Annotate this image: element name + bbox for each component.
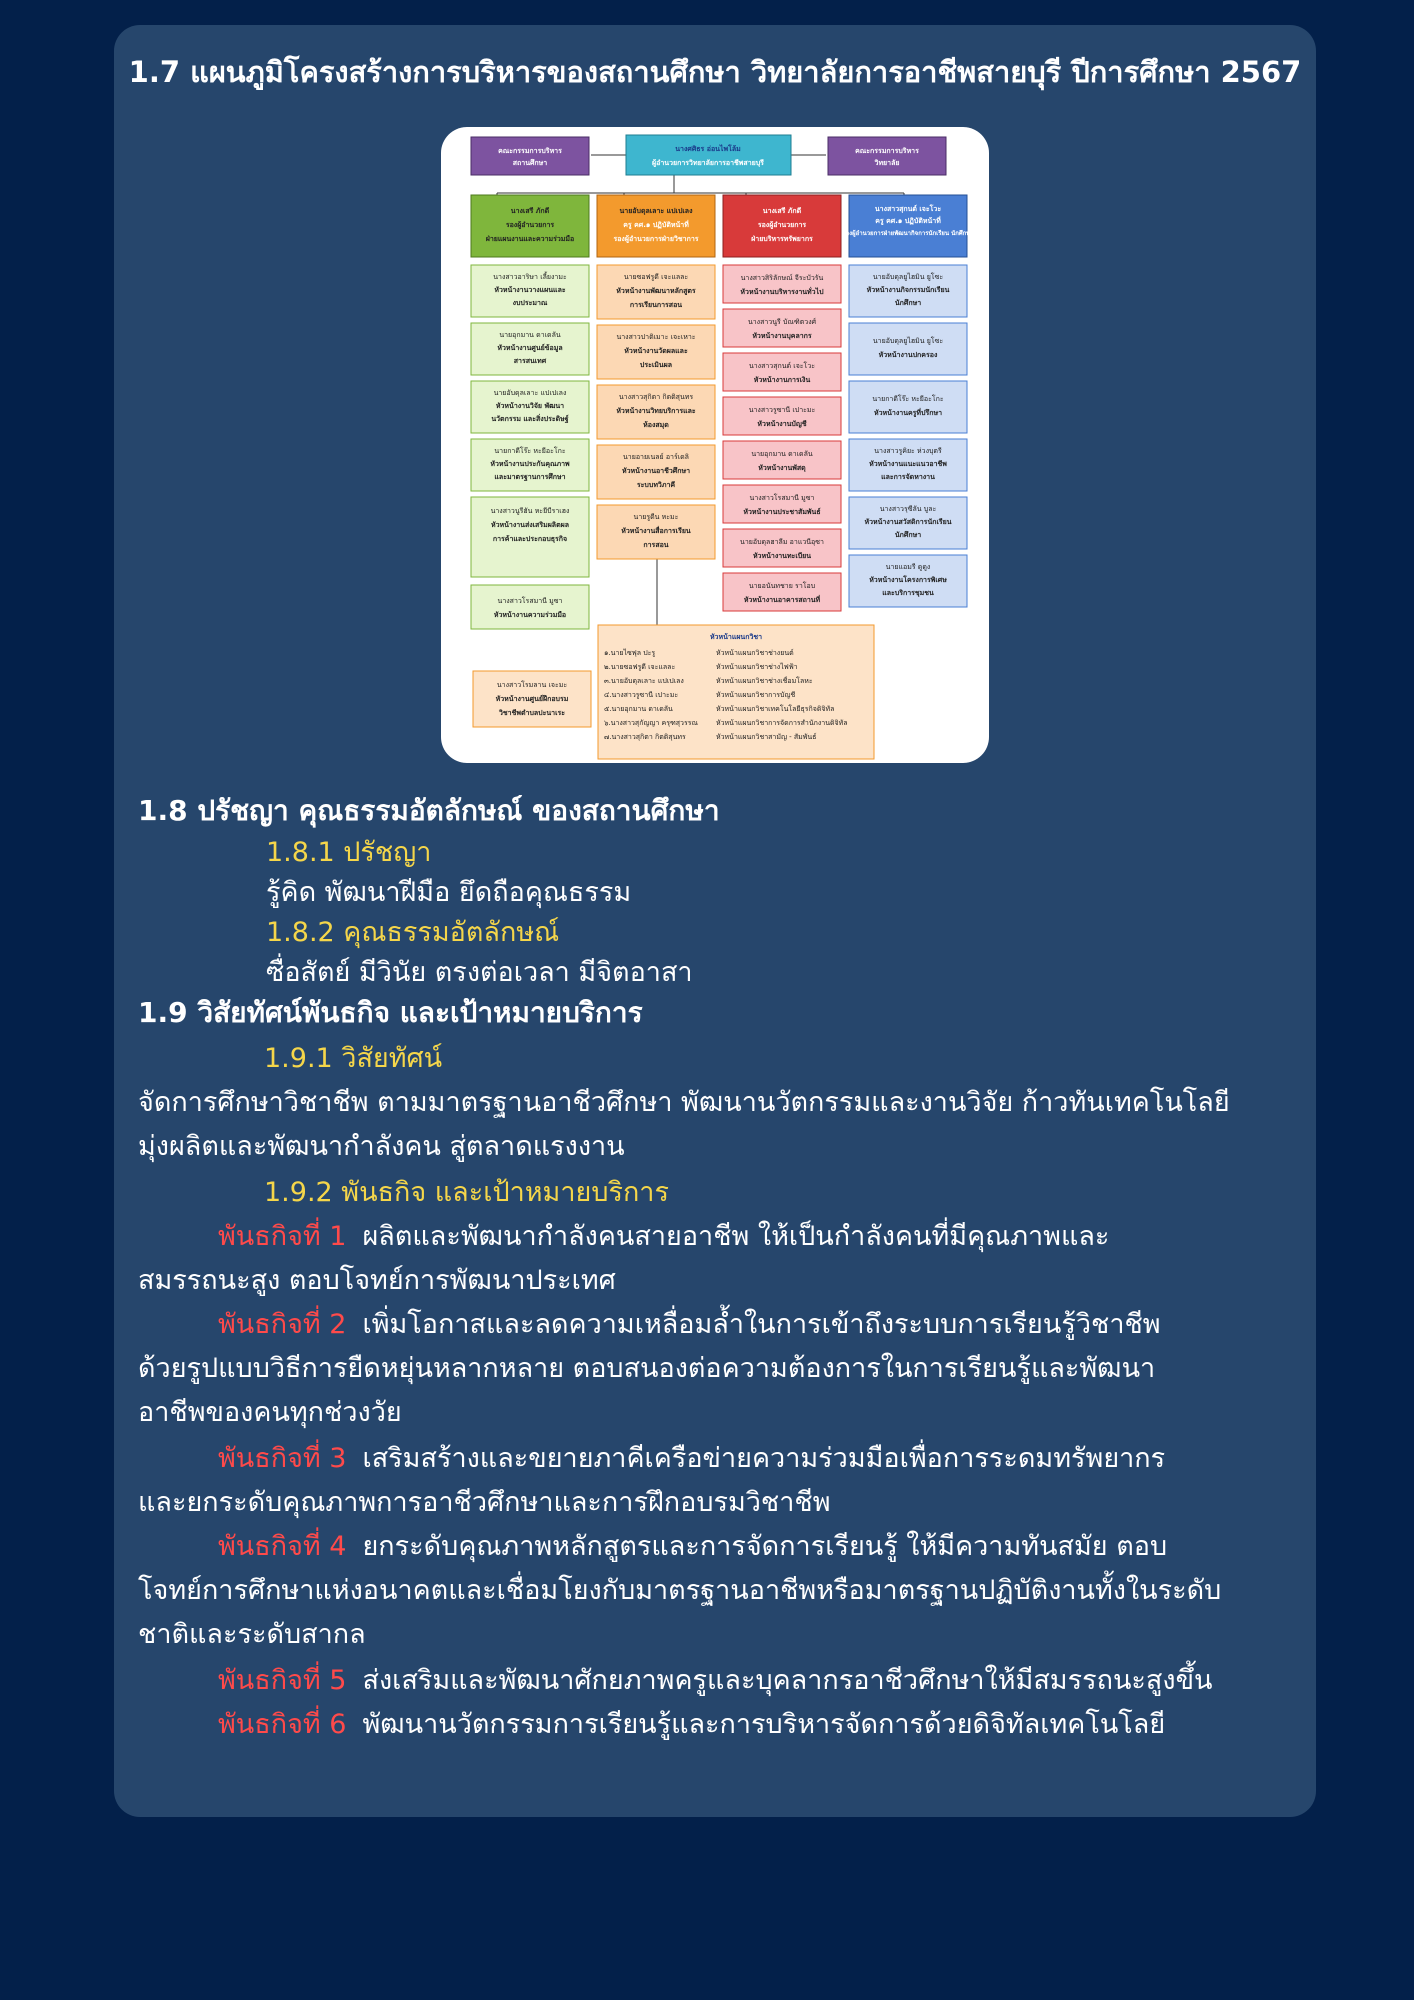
svg-text:๖.นางสาวสุกัญญา ครุฑสุวรรณ: ๖.นางสาวสุกัญญา ครุฑสุวรรณ bbox=[604, 719, 699, 727]
org-chart-image bbox=[441, 127, 989, 763]
deputy-1 bbox=[471, 195, 589, 257]
training-center-box bbox=[473, 671, 591, 727]
svg-text:นางสาวนูรี บัณฑิตวงศ์: นางสาวนูรี บัณฑิตวงศ์ bbox=[747, 318, 817, 326]
mission-3-cont: และยกระดับคุณภาพการอาชีวศึกษาและการฝึกอบรมวิชาชีพ bbox=[138, 1487, 831, 1518]
svg-text:ผู้อำนวยการวิทยาลัยการอาชีพสาย: ผู้อำนวยการวิทยาลัยการอาชีพสายบุรี bbox=[652, 159, 764, 167]
svg-text:รองผู้อำนวยการ: รองผู้อำนวยการ bbox=[505, 221, 555, 229]
col1-units bbox=[471, 265, 589, 629]
svg-text:หัวหน้างานสื่อการเรียน: หัวหน้างานสื่อการเรียน bbox=[621, 527, 691, 535]
svg-text:ห้องสมุด: ห้องสมุด bbox=[643, 421, 669, 429]
svg-text:นายอับดุลเลาะ แปเปเลง: นายอับดุลเลาะ แปเปเลง bbox=[493, 389, 567, 397]
svg-text:นางสาวนูรีฮัน หะยีบีราเฮง: นางสาวนูรีฮัน หะยีบีราเฮง bbox=[490, 507, 570, 515]
svg-text:และการจัดหางาน: และการจัดหางาน bbox=[881, 473, 935, 481]
vision-heading: 1.9.1 วิสัยทัศน์ bbox=[264, 1043, 443, 1074]
svg-text:๒.นายซอฟรูดี เจะแลละ: ๒.นายซอฟรูดี เจะแลละ bbox=[604, 663, 676, 671]
mission-4-cont-2: ชาติและระดับสากล bbox=[138, 1619, 366, 1650]
mission-4-cont-1: โจทย์การศึกษาแห่งอนาคตและเชื่อมโยงกับมาตรฐานอาชีพหรือมาตรฐานปฏิบัติงานทั้งในระดับ bbox=[138, 1575, 1222, 1606]
svg-text:นางเสรี ภักดี: นางเสรี ภักดี bbox=[762, 207, 802, 215]
svg-text:หัวหน้าแผนกวิชาช่างยนต์: หัวหน้าแผนกวิชาช่างยนต์ bbox=[716, 649, 794, 657]
svg-text:หัวหน้าแผนกวิชาช่างเชื่อมโลหะ: หัวหน้าแผนกวิชาช่างเชื่อมโลหะ bbox=[716, 677, 813, 685]
vision-line-1: จัดการศึกษาวิชาชีพ ตามมาตรฐานอาชีวศึกษา พัฒนานวัตกรรมและงานวิจัย ก้าวทันเทคโนโลยี bbox=[138, 1087, 1230, 1118]
svg-text:นายอายเนลย์ อาร์เดลิ: นายอายเนลย์ อาร์เดลิ bbox=[623, 453, 689, 461]
svg-text:หัวหน้าแผนกวิชาเทคโนโลยีธุรกิจ: หัวหน้าแผนกวิชาเทคโนโลยีธุรกิจดิจิทัล bbox=[716, 705, 835, 713]
deputy-3 bbox=[723, 195, 841, 257]
svg-text:๗.นางสาวสุกิตา กิตติสุนทร: ๗.นางสาวสุกิตา กิตติสุนทร bbox=[604, 733, 686, 741]
mission-6 bbox=[138, 1703, 1308, 1747]
svg-text:นายแอมรี ดูดูง: นายแอมรี ดูดูง bbox=[885, 563, 931, 571]
mission-6-label: พันธกิจที่ 6 bbox=[218, 1709, 347, 1740]
svg-text:หัวหน้างานบัญชี: หัวหน้างานบัญชี bbox=[757, 420, 807, 428]
philosophy-text: รู้คิด พัฒนาฝีมือ ยึดถือคุณธรรม bbox=[266, 877, 632, 908]
svg-text:หัวหน้างานปกครอง: หัวหน้างานปกครอง bbox=[878, 351, 938, 359]
svg-text:หัวหน้างานวัดผลและ: หัวหน้างานวัดผลและ bbox=[624, 347, 688, 355]
svg-text:คณะกรรมการบริหาร: คณะกรรมการบริหาร bbox=[498, 147, 562, 155]
col4-units bbox=[849, 265, 967, 607]
svg-text:รองผู้อำนวยการฝ่ายพัฒนากิจการน: รองผู้อำนวยการฝ่ายพัฒนากิจการนักเรียน นักศึกษา bbox=[842, 230, 974, 237]
svg-text:สารสนเทศ: สารสนเทศ bbox=[513, 357, 547, 365]
svg-text:นายอนันทชาย ราโอบ: นายอนันทชาย ราโอบ bbox=[748, 582, 816, 590]
mission-1 bbox=[138, 1215, 1308, 1303]
org-chart bbox=[441, 127, 989, 763]
svg-text:หัวหน้างานแนะแนวอาชีพ: หัวหน้างานแนะแนวอาชีพ bbox=[869, 460, 947, 468]
svg-text:คณะกรรมการบริหาร: คณะกรรมการบริหาร bbox=[855, 147, 919, 155]
svg-text:ครู คศ.๑ ปฏิบัติหน้าที่: ครู คศ.๑ ปฏิบัติหน้าที่ bbox=[875, 217, 941, 225]
mission-5-text: ส่งเสริมและพัฒนาศักยภาพครูและบุคลากรอาชีวศึกษาให้มีสมรรถนะสูงขึ้น bbox=[362, 1665, 1213, 1696]
svg-text:นางสาวโรสมานี มูซา: นางสาวโรสมานี มูซา bbox=[497, 597, 563, 605]
svg-text:นายอับดุลยูไฮมิน ยูโซะ: นายอับดุลยูไฮมิน ยูโซะ bbox=[872, 273, 944, 281]
svg-text:นายอับดุลฮาลีม อาแวนีอุซา: นายอับดุลฮาลีม อาแวนีอุซา bbox=[740, 538, 824, 546]
svg-text:นายอุกมาน ดาเดลัน: นายอุกมาน ดาเดลัน bbox=[751, 450, 813, 458]
svg-text:หัวหน้างานศูนย์ข้อมูล: หัวหน้างานศูนย์ข้อมูล bbox=[497, 344, 563, 352]
vision-line-2: มุ่งผลิตและพัฒนากำลังคน สู่ตลาดแรงงาน bbox=[138, 1131, 625, 1162]
col2-units bbox=[597, 265, 715, 559]
svg-text:นางเสรี ภักดี: นางเสรี ภักดี bbox=[510, 207, 550, 215]
svg-text:นางสาวรูคิยะ ห่วงบุตรี: นางสาวรูคิยะ ห่วงบุตรี bbox=[874, 447, 942, 455]
svg-text:นายกาดีโร๊ะ หะยีอะโกะ: นายกาดีโร๊ะ หะยีอะโกะ bbox=[494, 447, 566, 455]
svg-text:หัวหน้างานครูที่ปรึกษา: หัวหน้างานครูที่ปรึกษา bbox=[873, 409, 943, 417]
svg-text:หัวหน้างานประกันคุณภาพ: หัวหน้างานประกันคุณภาพ bbox=[490, 460, 570, 468]
org-chart-heading: 1.7 แผนภูมิโครงสร้างการบริหารของสถานศึกษา วิทยาลัยการอาชีพสายบุรี ปีการศึกษา 2567 bbox=[128, 55, 1302, 89]
svg-text:หัวหน้าแผนกวิชา: หัวหน้าแผนกวิชา bbox=[709, 633, 763, 641]
mission-2-text: เพิ่มโอกาสและลดความเหลื่อมล้ำในการเข้าถึงระบบการเรียนรู้วิชาชีพ bbox=[362, 1309, 1161, 1340]
svg-text:วิชาชีพตำบลปะนาเระ: วิชาชีพตำบลปะนาเระ bbox=[498, 709, 566, 717]
svg-text:นางสาวสุกนต์ เจะโวะ: นางสาวสุกนต์ เจะโวะ bbox=[748, 362, 816, 370]
svg-text:และบริการชุมชน: และบริการชุมชน bbox=[882, 589, 934, 597]
mission-2-cont-1: ด้วยรูปแบบวิธีการยืดหยุ่นหลากหลาย ตอบสนองต่อความต้องการในการเรียนรู้และพัฒนา bbox=[138, 1353, 1156, 1384]
svg-text:๓.นายอับดุลเลาะ แปเปเลง: ๓.นายอับดุลเลาะ แปเปเลง bbox=[604, 677, 684, 685]
svg-text:นางสาวรุซีลัน บูละ: นางสาวรุซีลัน บูละ bbox=[879, 505, 937, 513]
director-box bbox=[626, 135, 791, 175]
mission-4-label: พันธกิจที่ 4 bbox=[218, 1531, 347, 1562]
svg-text:นางสาวสุกิตา กิตติสุนทร: นางสาวสุกิตา กิตติสุนทร bbox=[618, 393, 694, 401]
svg-text:หัวหน้างานอาชีวศึกษา: หัวหน้างานอาชีวศึกษา bbox=[621, 467, 691, 475]
svg-text:หัวหน้าแผนกวิชาการจัดการสำนักง: หัวหน้าแผนกวิชาการจัดการสำนักงานดิจิทัล bbox=[716, 719, 848, 727]
svg-text:นางสาวรูซานี เปาะมะ: นางสาวรูซานี เปาะมะ bbox=[748, 406, 816, 414]
mission-3-text: เสริมสร้างและขยายภาคีเครือข่ายความร่วมมือเพื่อการระดมทรัพยากร bbox=[362, 1443, 1166, 1474]
svg-text:หัวหน้าแผนกวิชาการบัญชี: หัวหน้าแผนกวิชาการบัญชี bbox=[716, 691, 796, 699]
svg-text:นายกาดีโร๊ะ หะยีอะโกะ: นายกาดีโร๊ะ หะยีอะโกะ bbox=[872, 395, 944, 403]
svg-text:นายอับดุลเลาะ แปเปเลง: นายอับดุลเลาะ แปเปเลง bbox=[619, 207, 693, 215]
mission-2-label: พันธกิจที่ 2 bbox=[218, 1309, 347, 1340]
svg-text:หัวหน้างานประชาสัมพันธ์: หัวหน้างานประชาสัมพันธ์ bbox=[743, 508, 821, 516]
svg-text:หัวหน้างานวิจัย พัฒนา: หัวหน้างานวิจัย พัฒนา bbox=[495, 402, 565, 410]
svg-text:นายรูดีน หะมะ: นายรูดีน หะมะ bbox=[633, 513, 679, 521]
mission-5-label: พันธกิจที่ 5 bbox=[218, 1665, 347, 1696]
svg-text:การเรียนการสอน: การเรียนการสอน bbox=[629, 301, 683, 309]
svg-text:การสอน: การสอน bbox=[643, 541, 669, 549]
section-19-heading: 1.9 วิสัยทัศน์พันธกิจ และเป้าหมายบริการ bbox=[138, 996, 643, 1029]
svg-text:หัวหน้าแผนกวิชาช่างไฟฟ้า: หัวหน้าแผนกวิชาช่างไฟฟ้า bbox=[716, 663, 798, 671]
svg-text:ฝ่ายบริหารทรัพยากร: ฝ่ายบริหารทรัพยากร bbox=[751, 235, 813, 243]
svg-text:หัวหน้างานวางแผนและ: หัวหน้างานวางแผนและ bbox=[494, 286, 566, 294]
svg-text:นางสาวสิริลักษณ์ จีระบัวรัน: นางสาวสิริลักษณ์ จีระบัวรัน bbox=[740, 274, 824, 282]
svg-text:หัวหน้างานพัสดุ: หัวหน้างานพัสดุ bbox=[758, 464, 806, 472]
svg-text:การค้าและประกอบธุรกิจ: การค้าและประกอบธุรกิจ bbox=[492, 535, 568, 543]
svg-text:นางสาวสุกนต์ เจะโวะ: นางสาวสุกนต์ เจะโวะ bbox=[874, 205, 942, 213]
svg-text:หัวหน้างานศูนย์ฝึกอบรม: หัวหน้างานศูนย์ฝึกอบรม bbox=[495, 695, 569, 703]
mission-2-cont-2: อาชีพของคนทุกช่วงวัย bbox=[138, 1397, 402, 1428]
mission-1-text: ผลิตและพัฒนากำลังคนสายอาชีพ ให้เป็นกำลังคนที่มีคุณภาพและ bbox=[362, 1221, 1110, 1252]
svg-text:หัวหน้างานอาคารสถานที่: หัวหน้างานอาคารสถานที่ bbox=[743, 596, 821, 604]
mission-3-label: พันธกิจที่ 3 bbox=[218, 1443, 347, 1474]
svg-text:๕.นายอุกมาน ดาเดลัน: ๕.นายอุกมาน ดาเดลัน bbox=[604, 705, 673, 713]
svg-text:นางสาวปาติเมาะ เจะเหาะ: นางสาวปาติเมาะ เจะเหาะ bbox=[616, 333, 696, 341]
svg-text:หัวหน้างานวิทยบริการและ: หัวหน้างานวิทยบริการและ bbox=[616, 407, 696, 415]
board-right bbox=[828, 137, 946, 175]
mission-2 bbox=[138, 1303, 1308, 1435]
mission-5 bbox=[138, 1659, 1308, 1703]
svg-text:หัวหน้างานการเงิน: หัวหน้างานการเงิน bbox=[753, 376, 811, 384]
svg-text:หัวหน้างานกิจกรรมนักเรียน: หัวหน้างานกิจกรรมนักเรียน bbox=[866, 286, 950, 294]
identity-heading: 1.8.2 คุณธรรมอัตลักษณ์ bbox=[266, 917, 560, 948]
svg-text:หัวหน้าแผนกวิชาสามัญ - สัมพันธ: หัวหน้าแผนกวิชาสามัญ - สัมพันธ์ bbox=[716, 733, 817, 741]
identity-text: ซื่อสัตย์ มีวินัย ตรงต่อเวลา มีจิตอาสา bbox=[266, 957, 693, 988]
svg-text:นายอุกมาน ดาเดลัน: นายอุกมาน ดาเดลัน bbox=[499, 331, 561, 339]
svg-text:นางสาวโรสมานี มูซา: นางสาวโรสมานี มูซา bbox=[749, 494, 815, 502]
svg-text:ระบบทวิภาคี: ระบบทวิภาคี bbox=[636, 481, 676, 489]
svg-text:วิทยาลัย: วิทยาลัย bbox=[874, 159, 900, 167]
mission-6-text: พัฒนานวัตกรรมการเรียนรู้และการบริหารจัดการด้วยดิจิทัลเทคโนโลยี bbox=[362, 1709, 1166, 1740]
svg-text:หัวหน้างานความร่วมมือ: หัวหน้างานความร่วมมือ bbox=[493, 611, 567, 619]
section-18-heading: 1.8 ปรัชญา คุณธรรมอัตลักษณ์ ของสถานศึกษา bbox=[138, 794, 720, 827]
svg-text:๑.นายไซฟุล ปะรู: ๑.นายไซฟุล ปะรู bbox=[604, 649, 656, 657]
svg-text:นายซอฟรูดี เจะแลละ: นายซอฟรูดี เจะแลละ bbox=[623, 273, 689, 281]
col3-units bbox=[723, 265, 841, 611]
svg-text:นวัตกรรม และสิ่งประดิษฐ์: นวัตกรรม และสิ่งประดิษฐ์ bbox=[491, 415, 569, 423]
dept-heads-box bbox=[598, 625, 874, 759]
svg-text:หัวหน้างานทะเบียน: หัวหน้างานทะเบียน bbox=[752, 552, 812, 560]
svg-text:รองผู้อำนวยการ: รองผู้อำนวยการ bbox=[757, 221, 807, 229]
svg-text:หัวหน้างานบุคลากร: หัวหน้างานบุคลากร bbox=[752, 332, 812, 340]
svg-text:และมาตรฐานการศึกษา: และมาตรฐานการศึกษา bbox=[494, 473, 566, 481]
svg-text:หัวหน้างานบริหารงานทั่วไป: หัวหน้างานบริหารงานทั่วไป bbox=[740, 288, 824, 296]
svg-text:นักศึกษา: นักศึกษา bbox=[894, 299, 922, 307]
svg-text:รองผู้อำนวยการฝ่ายวิชาการ: รองผู้อำนวยการฝ่ายวิชาการ bbox=[613, 235, 699, 243]
svg-text:นางสาวโรมลาน เจะมะ: นางสาวโรมลาน เจะมะ bbox=[496, 681, 568, 689]
svg-text:ฝ่ายแผนงานและความร่วมมือ: ฝ่ายแผนงานและความร่วมมือ bbox=[485, 235, 575, 243]
mission-3 bbox=[138, 1437, 1308, 1525]
svg-text:๔.นางสาวรูซานี เปาะมะ: ๔.นางสาวรูซานี เปาะมะ bbox=[604, 691, 679, 699]
mission-4 bbox=[138, 1525, 1308, 1657]
board-left bbox=[471, 137, 589, 175]
svg-text:นายอับดุลยูไฮมิน ยูโซะ: นายอับดุลยูไฮมิน ยูโซะ bbox=[872, 337, 944, 345]
svg-text:นักศึกษา: นักศึกษา bbox=[894, 531, 922, 539]
deputy-4 bbox=[842, 195, 973, 257]
svg-text:ประเมินผล: ประเมินผล bbox=[639, 361, 673, 369]
mission-heading: 1.9.2 พันธกิจ และเป้าหมายบริการ bbox=[264, 1177, 669, 1208]
svg-text:หัวหน้างานพัฒนาหลักสูตร: หัวหน้างานพัฒนาหลักสูตร bbox=[616, 287, 696, 295]
svg-text:ครู คศ.๑ ปฏิบัติหน้าที่: ครู คศ.๑ ปฏิบัติหน้าที่ bbox=[623, 221, 689, 229]
mission-1-cont: สมรรถนะสูง ตอบโจทย์การพัฒนาประเทศ bbox=[138, 1265, 616, 1296]
svg-text:หัวหน้างานสวัสดิการนักเรียน: หัวหน้างานสวัสดิการนักเรียน bbox=[864, 518, 952, 526]
svg-text:สถานศึกษา: สถานศึกษา bbox=[512, 159, 548, 167]
deputy-2 bbox=[597, 195, 715, 257]
svg-text:งบประมาณ: งบประมาณ bbox=[512, 299, 548, 307]
svg-text:หัวหน้างานส่งเสริมผลิตผล: หัวหน้างานส่งเสริมผลิตผล bbox=[490, 521, 570, 529]
svg-text:นางสาวอาริษา เลี้ยงามะ: นางสาวอาริษา เลี้ยงามะ bbox=[493, 273, 567, 281]
philosophy-heading: 1.8.1 ปรัชญา bbox=[266, 837, 432, 868]
svg-text:นางศศิธร อ่อนไพโล้ม: นางศศิธร อ่อนไพโล้ม bbox=[675, 145, 741, 153]
mission-1-label: พันธกิจที่ 1 bbox=[218, 1221, 347, 1252]
mission-4-text: ยกระดับคุณภาพหลักสูตรและการจัดการเรียนรู้ ให้มีความทันสมัย ตอบ bbox=[362, 1531, 1168, 1562]
svg-text:หัวหน้างานโครงการพิเศษ: หัวหน้างานโครงการพิเศษ bbox=[869, 576, 947, 584]
content-card bbox=[114, 25, 1316, 1817]
